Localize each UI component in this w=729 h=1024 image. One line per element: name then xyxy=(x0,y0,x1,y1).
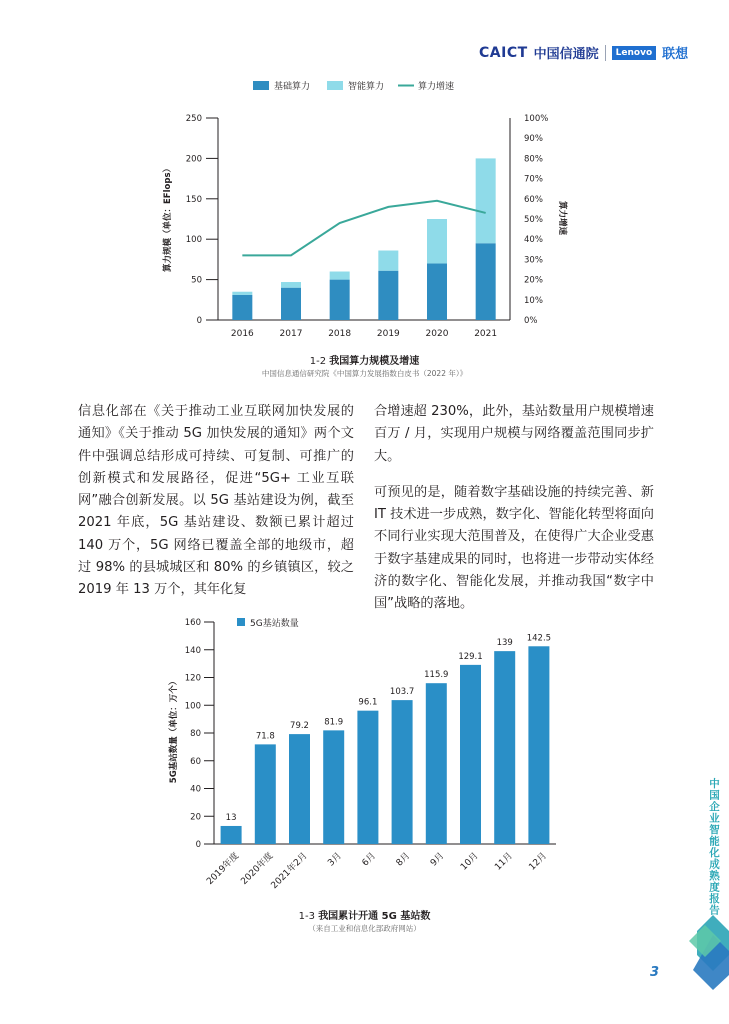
chart1-x-tick-label: 2018 xyxy=(328,329,352,339)
chart2-legend-label: 5G基站数量 xyxy=(250,619,299,629)
body-right-paragraph-1: 合增速超 230%，此外，基站数量用户规模增速百万 / 月，实现用户规模与网络覆盖范围同步扩大。 xyxy=(374,404,654,464)
bar-value-label: 103.7 xyxy=(389,687,415,698)
bar-value-label: 129.1 xyxy=(458,651,483,662)
chart2-caption xyxy=(0,907,729,922)
chart2-y-tick-label: 100 xyxy=(184,701,201,712)
bar-5g-stations xyxy=(255,744,276,844)
bar-value-label: 71.8 xyxy=(255,731,275,742)
chart1-caption xyxy=(0,352,729,367)
chart1-right-axis-label: 算力增速 xyxy=(557,200,567,236)
chart1-caption-num: 1-2 xyxy=(309,356,327,367)
chart1-source: 中国信息通信研究院《中国算力发展指数白皮书（2022 年）》 xyxy=(261,369,468,378)
chart2-x-tick-label: 8月 xyxy=(394,851,413,869)
bar-5g-stations xyxy=(494,651,515,844)
logo-divider xyxy=(605,45,606,61)
chart2-y-tick-label: 80 xyxy=(190,729,201,739)
chart1-x-tick-label: 2016 xyxy=(230,329,254,339)
chart1-right-tick-label: 90% xyxy=(524,134,543,145)
caict-logo: CAICT xyxy=(479,44,528,61)
chart1-left-tick-label: 150 xyxy=(185,194,202,205)
body-right-column xyxy=(374,401,654,628)
bar-base-compute xyxy=(330,280,350,320)
bar-5g-stations xyxy=(357,711,378,844)
bar-base-compute xyxy=(427,263,447,320)
chart2-caption-num: 1-3 xyxy=(298,911,315,922)
chart1-x-tick-label: 2020 xyxy=(425,329,449,339)
bar-smart-compute xyxy=(476,158,496,243)
bar-value-label: 142.5 xyxy=(526,633,552,644)
chart-compute-scale xyxy=(0,70,729,360)
chart1-legend xyxy=(253,80,454,92)
chart2-y-tick-label: 0 xyxy=(195,840,201,850)
chart1-right-tick-label: 0% xyxy=(524,316,538,326)
legend-label-base: 基础算力 xyxy=(274,82,311,92)
chart1-right-tick-label: 20% xyxy=(524,275,543,286)
chart1-x-tick-label: 2019 xyxy=(376,329,400,339)
chart1-right-tick-label: 10% xyxy=(524,295,543,306)
chart2-legend-swatch xyxy=(237,618,245,626)
chart2-x-tick-label: 9月 xyxy=(428,851,447,869)
chart1-caption-text: 我国算力规模及增速 xyxy=(329,356,420,367)
chart2-y-tick-label: 40 xyxy=(190,784,201,795)
chart1-right-tick-label: 100% xyxy=(524,114,549,124)
bar-base-compute xyxy=(476,243,496,320)
chart-5g-base-stations xyxy=(0,612,729,902)
bar-smart-compute xyxy=(330,272,350,280)
chart1-left-tick-label: 50 xyxy=(191,275,202,286)
bar-5g-stations xyxy=(323,730,344,844)
chart1-right-tick-label: 30% xyxy=(524,255,543,266)
bar-5g-stations xyxy=(460,665,481,844)
chart2-x-tick-label: 10月 xyxy=(459,851,481,873)
body-right-paragraph-2: 可预见的是，随着数字基础设施的持续完善、新 IT 技术进一步成熟，数字化、智能化转型将面向不同行业实现大范围普及，在使得广大企业受惠于数字基建成果的同时，也将进一步带动实体经济的数字化、智能化发展，并推动我国“数字中国”战略的落地。 xyxy=(374,484,654,612)
chart1-left-axis-label: 算力规模（单位：EFlops） xyxy=(163,163,173,273)
chart2-source: （来自工业和信息化部政府网站） xyxy=(308,924,421,933)
page-number: 3 xyxy=(650,965,660,980)
bar-5g-stations xyxy=(426,683,447,844)
side-decoration xyxy=(683,915,729,990)
header-logos xyxy=(479,43,688,62)
chart2-y-tick-label: 20 xyxy=(190,812,201,823)
chart1-right-tick-label: 80% xyxy=(524,154,543,165)
chart1-x-tick-label: 2021 xyxy=(474,329,498,339)
bar-value-label: 115.9 xyxy=(424,670,449,681)
bar-5g-stations xyxy=(221,826,242,844)
body-left-column xyxy=(78,401,354,614)
chart1-left-tick-label: 200 xyxy=(185,154,202,165)
bar-value-label: 96.1 xyxy=(358,697,378,708)
chart1-right-tick-label: 50% xyxy=(524,215,543,225)
lenovo-logo: Lenovo xyxy=(612,46,656,60)
chart2-x-tick-label: 3月 xyxy=(326,851,344,869)
chart2-y-tick-label: 140 xyxy=(184,645,201,656)
side-tab-title: 中国企业智能化成熟度报告 xyxy=(708,778,720,916)
legend-label-smart: 智能算力 xyxy=(348,82,385,92)
chart2-caption-text: 我国累计开通 5G 基站数 xyxy=(318,911,431,922)
chart2-y-tick-label: 160 xyxy=(184,618,201,628)
chart1-x-tick-label: 2017 xyxy=(279,329,303,339)
bar-smart-compute xyxy=(427,219,447,263)
chart2-x-tick-label: 12月 xyxy=(527,851,550,873)
chart1-right-tick-label: 40% xyxy=(524,235,543,246)
bar-5g-stations xyxy=(289,734,310,844)
chart1-left-tick-label: 100 xyxy=(185,235,202,246)
chart1-right-tick-label: 70% xyxy=(524,174,543,185)
bar-smart-compute xyxy=(232,292,252,295)
chart1-left-tick-label: 250 xyxy=(185,114,202,124)
body-left-paragraph: 信息化部在《关于推动工业互联网加快发展的通知》《关于推动 5G 加快发展的通知》两个文件中强调总结形成可持续、可复制、可推广的创新模式和发展路径，促进“5G+ 工业互联网”融合创新发展。以 5G 基站建设为例，截至 2021 年底，5G 基站建设、数额已累计超过 140 万个，5G 网络已覆盖全部的地级市，超过 98% 的县城城区和 80% 的乡镇镇区，较之 2019 年 13 万个，其年化复 xyxy=(78,404,354,598)
bar-smart-compute xyxy=(378,251,398,271)
legend-swatch-base xyxy=(253,81,269,90)
chart2-x-tick-label: 2021年2月 xyxy=(269,851,310,892)
chart2-x-tick-label: 2020年度 xyxy=(239,851,276,888)
bar-value-label: 13 xyxy=(225,812,237,823)
bar-smart-compute xyxy=(281,282,301,288)
growth-rate-line xyxy=(242,201,485,256)
chart2-x-tick-label: 6月 xyxy=(360,851,379,869)
legend-label-growth: 算力增速 xyxy=(418,82,455,92)
caict-logo-cn: 中国信通院 xyxy=(533,47,599,62)
chart2-y-axis-label: 5G基站数量（单位：万个） xyxy=(169,676,179,784)
bar-5g-stations xyxy=(392,700,413,844)
chart1-right-tick-label: 60% xyxy=(524,194,543,205)
bar-base-compute xyxy=(232,295,252,320)
bar-base-compute xyxy=(378,271,398,320)
legend-swatch-smart xyxy=(327,81,343,90)
chart2-y-tick-label: 120 xyxy=(184,673,201,684)
bar-value-label: 139 xyxy=(496,638,513,649)
bar-base-compute xyxy=(281,288,301,320)
bar-value-label: 81.9 xyxy=(324,717,344,728)
chart2-x-tick-label: 2019年度 xyxy=(205,851,242,888)
bar-value-label: 79.2 xyxy=(290,721,309,732)
chart1-left-tick-label: 0 xyxy=(196,316,202,326)
bar-5g-stations xyxy=(528,646,549,844)
lenovo-logo-cn: 联想 xyxy=(662,47,689,62)
chart2-y-tick-label: 60 xyxy=(190,756,201,767)
chart2-x-tick-label: 11月 xyxy=(493,851,515,873)
